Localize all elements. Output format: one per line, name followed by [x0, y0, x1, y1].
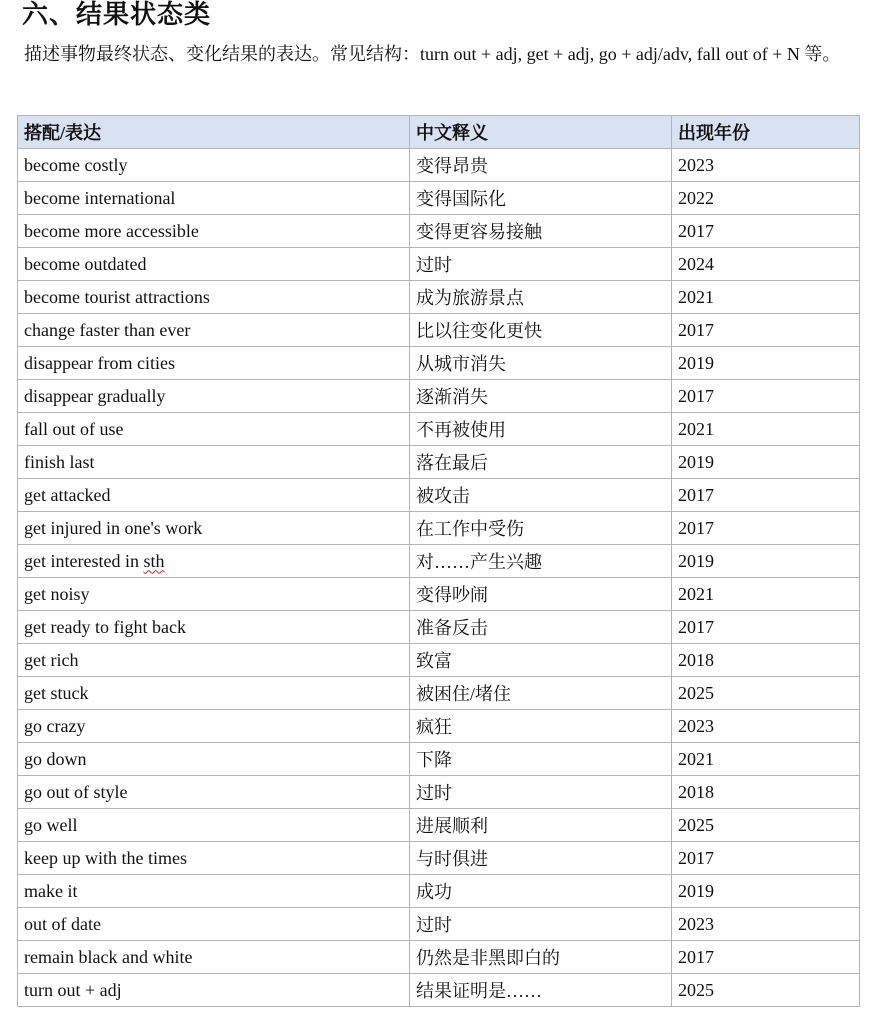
cell-meaning: 被困住/堵住	[410, 677, 672, 710]
cell-phrase: get injured in one's work	[18, 512, 410, 545]
cell-meaning: 下降	[410, 743, 672, 776]
cell-meaning: 与时俱进	[410, 842, 672, 875]
cell-phrase: become international	[18, 182, 410, 215]
cell-year: 2017	[672, 512, 860, 545]
cell-phrase: disappear from cities	[18, 347, 410, 380]
cell-year: 2017	[672, 215, 860, 248]
cell-phrase: change faster than ever	[18, 314, 410, 347]
table-row	[18, 677, 860, 710]
table-row	[18, 314, 860, 347]
cell-meaning: 变得更容易接触	[410, 215, 672, 248]
cell-year: 2024	[672, 248, 860, 281]
cell-meaning: 成功	[410, 875, 672, 908]
cell-meaning: 在工作中受伤	[410, 512, 672, 545]
cell-year: 2023	[672, 710, 860, 743]
cell-year: 2019	[672, 875, 860, 908]
cell-meaning: 不再被使用	[410, 413, 672, 446]
table-row	[18, 743, 860, 776]
cell-meaning: 疯狂	[410, 710, 672, 743]
cell-phrase: go crazy	[18, 710, 410, 743]
cell-year: 2018	[672, 644, 860, 677]
cell-meaning: 结果证明是……	[410, 974, 672, 1007]
table-row	[18, 875, 860, 908]
table-row	[18, 545, 860, 578]
cell-phrase: go down	[18, 743, 410, 776]
table-row	[18, 248, 860, 281]
vocabulary-table	[17, 115, 860, 1007]
cell-phrase: become more accessible	[18, 215, 410, 248]
cell-year: 2021	[672, 413, 860, 446]
table-body	[18, 149, 860, 1007]
cell-year: 2018	[672, 776, 860, 809]
cell-year: 2023	[672, 149, 860, 182]
cell-meaning: 致富	[410, 644, 672, 677]
cell-phrase: become tourist attractions	[18, 281, 410, 314]
cell-year: 2021	[672, 743, 860, 776]
table-row	[18, 974, 860, 1007]
cell-phrase: get stuck	[18, 677, 410, 710]
cell-year: 2021	[672, 281, 860, 314]
cell-phrase: get attacked	[18, 479, 410, 512]
cell-phrase	[18, 545, 410, 578]
table-row	[18, 512, 860, 545]
table-row	[18, 644, 860, 677]
cell-phrase-text: get interested in	[24, 550, 144, 571]
cell-phrase: out of date	[18, 908, 410, 941]
cell-year: 2025	[672, 974, 860, 1007]
table-row	[18, 446, 860, 479]
cell-meaning: 落在最后	[410, 446, 672, 479]
cell-phrase: get noisy	[18, 578, 410, 611]
table-row	[18, 347, 860, 380]
column-header-phrase: 搭配/表达	[18, 116, 410, 149]
table-row	[18, 809, 860, 842]
cell-phrase: go out of style	[18, 776, 410, 809]
cell-meaning: 对……产生兴趣	[410, 545, 672, 578]
cell-year: 2017	[672, 380, 860, 413]
cell-meaning: 被攻击	[410, 479, 672, 512]
cell-meaning: 逐渐消失	[410, 380, 672, 413]
table-row	[18, 413, 860, 446]
cell-phrase: make it	[18, 875, 410, 908]
cell-year: 2021	[672, 578, 860, 611]
cell-phrase: remain black and white	[18, 941, 410, 974]
table-row	[18, 611, 860, 644]
table-row	[18, 182, 860, 215]
cell-year: 2017	[672, 842, 860, 875]
cell-meaning: 比以往变化更快	[410, 314, 672, 347]
cell-year: 2017	[672, 479, 860, 512]
spellcheck-flagged-word: sth	[143, 550, 165, 571]
cell-meaning: 变得吵闹	[410, 578, 672, 611]
cell-meaning: 过时	[410, 248, 672, 281]
cell-phrase: disappear gradually	[18, 380, 410, 413]
cell-year: 2019	[672, 545, 860, 578]
cell-phrase: get rich	[18, 644, 410, 677]
cell-meaning: 过时	[410, 908, 672, 941]
cell-phrase: become outdated	[18, 248, 410, 281]
column-header-meaning: 中文释义	[410, 116, 672, 149]
cell-year: 2017	[672, 941, 860, 974]
cell-phrase: become costly	[18, 149, 410, 182]
table-row	[18, 281, 860, 314]
table-header-row	[18, 116, 860, 149]
table-row	[18, 578, 860, 611]
table-row	[18, 380, 860, 413]
cell-phrase: turn out + adj	[18, 974, 410, 1007]
cell-phrase: get ready to fight back	[18, 611, 410, 644]
table-row	[18, 842, 860, 875]
cell-meaning: 进展顺利	[410, 809, 672, 842]
cell-meaning: 仍然是非黑即白的	[410, 941, 672, 974]
table-row	[18, 941, 860, 974]
section-intro: 描述事物最终状态、变化结果的表达。常见结构：turn out + adj, get + adj, go + adj/adv, fall out of + N 等。	[24, 44, 841, 64]
table-row	[18, 710, 860, 743]
table-row	[18, 908, 860, 941]
cell-phrase: keep up with the times	[18, 842, 410, 875]
cell-meaning: 成为旅游景点	[410, 281, 672, 314]
table-row	[18, 215, 860, 248]
column-header-year: 出现年份	[672, 116, 860, 149]
cell-year: 2022	[672, 182, 860, 215]
cell-phrase: fall out of use	[18, 413, 410, 446]
cell-meaning: 变得国际化	[410, 182, 672, 215]
table-row	[18, 479, 860, 512]
cell-year: 2025	[672, 677, 860, 710]
table-row	[18, 776, 860, 809]
cell-meaning: 变得昂贵	[410, 149, 672, 182]
cell-year: 2019	[672, 347, 860, 380]
cell-meaning: 准备反击	[410, 611, 672, 644]
table-row	[18, 149, 860, 182]
section-heading: 六、结果状态类	[22, 0, 212, 30]
cell-year: 2019	[672, 446, 860, 479]
cell-year: 2025	[672, 809, 860, 842]
cell-phrase: go well	[18, 809, 410, 842]
cell-year: 2017	[672, 314, 860, 347]
cell-year: 2017	[672, 611, 860, 644]
cell-phrase: finish last	[18, 446, 410, 479]
cell-meaning: 过时	[410, 776, 672, 809]
cell-year: 2023	[672, 908, 860, 941]
cell-meaning: 从城市消失	[410, 347, 672, 380]
